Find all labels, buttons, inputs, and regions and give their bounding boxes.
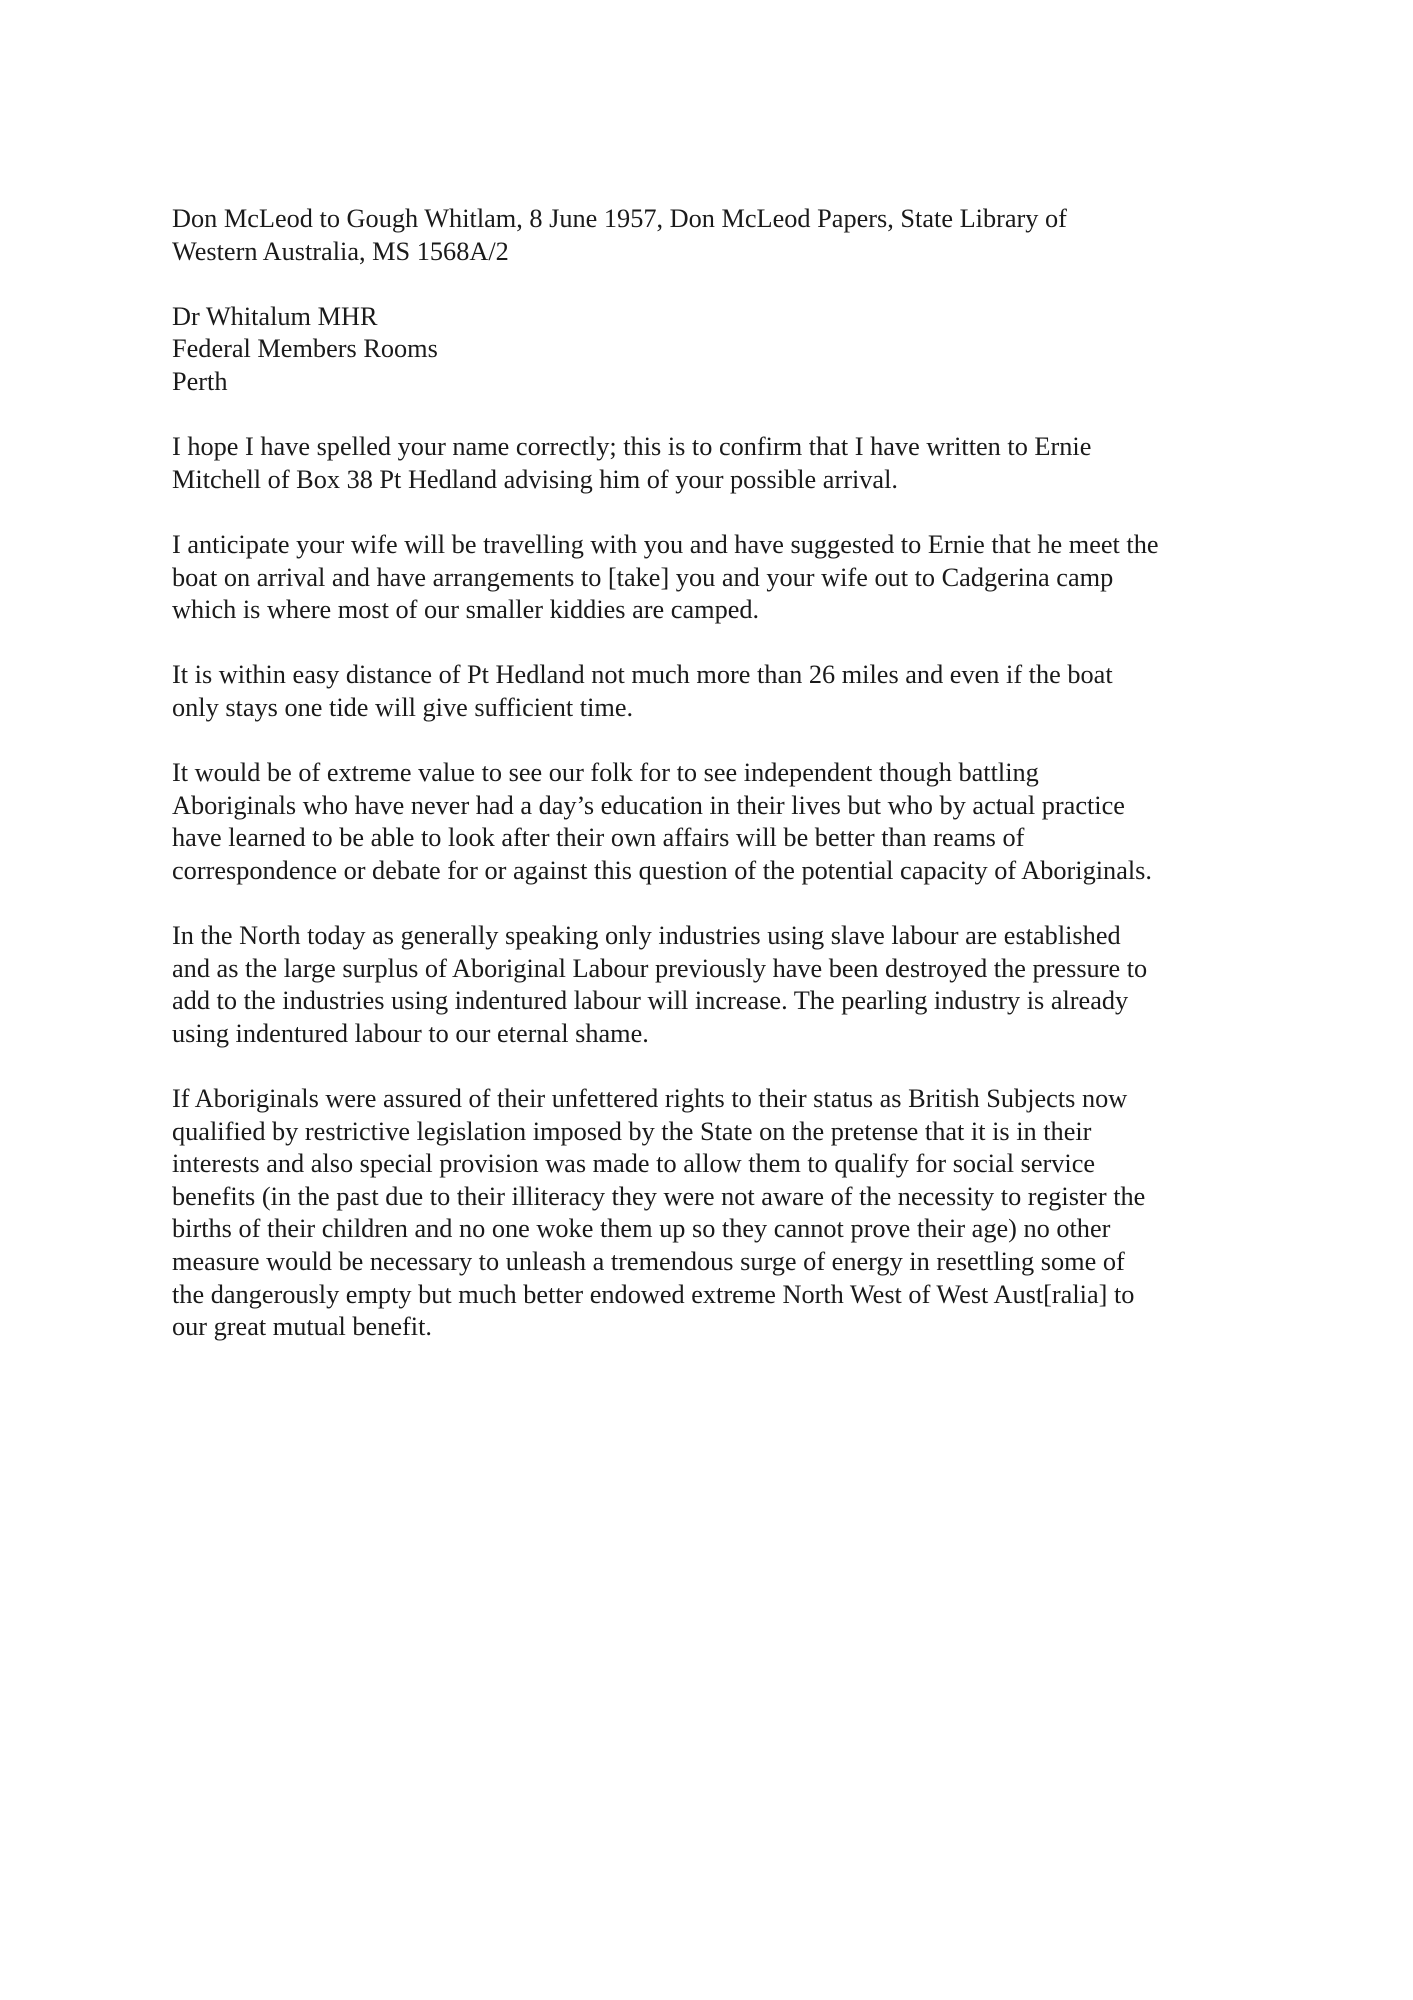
paragraph-line: benefits (in the past due to their illiteracy they were not aware of the necessity to register the	[172, 1181, 1146, 1211]
paragraph-line: qualified by restrictive legislation imposed by the State on the pretense that it is in their	[172, 1116, 1092, 1146]
citation-line: Western Australia, MS 1568A/2	[172, 236, 509, 266]
paragraph-line: which is where most of our smaller kiddies are camped.	[172, 595, 760, 625]
paragraph-north-labour	[172, 920, 1252, 1050]
paragraph-line: births of their children and no one woke them up so they cannot prove their age) no other	[172, 1214, 1111, 1244]
paragraph-line: our great mutual benefit.	[172, 1312, 432, 1342]
address-line: Dr Whitalum MHR	[172, 301, 378, 331]
address-line: Perth	[172, 366, 228, 396]
paragraph-line: and as the large surplus of Aboriginal Labour previously have been destroyed the pressure to	[172, 953, 1148, 983]
paragraph-line: Mitchell of Box 38 Pt Hedland advising him of your possible arrival.	[172, 464, 898, 494]
recipient-address	[172, 301, 1252, 399]
paragraph-line: If Aboriginals were assured of their unfettered rights to their status as British Subjects now	[172, 1084, 1128, 1114]
citation-line: Don McLeod to Gough Whitlam, 8 June 1957, Don McLeod Papers, State Library of	[172, 204, 1067, 233]
paragraph-line: I hope I have spelled your name correctly; this is to confirm that I have written to Ernie	[172, 432, 1092, 462]
paragraph-distance	[172, 659, 1252, 724]
paragraph-line: Aboriginals who have never had a day’s education in their lives but who by actual practice	[172, 790, 1125, 820]
paragraph-line: In the North today as generally speaking only industries using slave labour are established	[172, 921, 1121, 951]
paragraph-value	[172, 757, 1252, 887]
paragraph-line: It is within easy distance of Pt Hedland not much more than 26 miles and even if the boat	[172, 660, 1113, 690]
paragraph-line: boat on arrival and have arrangements to [take] you and your wife out to Cadgerina camp	[172, 562, 1114, 592]
letter-body	[172, 203, 1252, 1376]
paragraph-wife-travel	[172, 529, 1252, 627]
paragraph-line: only stays one tide will give sufficient time.	[172, 692, 634, 722]
citation	[172, 203, 1252, 268]
address-line: Federal Members Rooms	[172, 334, 438, 364]
paragraph-line: I anticipate your wife will be travelling with you and have suggested to Ernie that he meet the	[172, 529, 1159, 559]
paragraph-line: have learned to be able to look after their own affairs will be better than reams of	[172, 823, 1025, 853]
paragraph-line: the dangerously empty but much better endowed extreme North West of West Aust[ralia] to	[172, 1279, 1135, 1309]
paragraph-spelling	[172, 431, 1252, 496]
paragraph-line: It would be of extreme value to see our folk for to see independent though battling	[172, 758, 1039, 788]
paragraph-line: measure would be necessary to unleash a tremendous surge of energy in resettling some of	[172, 1247, 1125, 1276]
paragraph-line: correspondence or debate for or against this question of the potential capacity of Aboriginals.	[172, 855, 1152, 885]
paragraph-rights	[172, 1083, 1252, 1344]
paragraph-line: add to the industries using indentured labour will increase. The pearling industry is already	[172, 986, 1129, 1016]
paragraph-line: using indentured labour to our eternal shame.	[172, 1018, 649, 1048]
paragraph-line: interests and also special provision was made to allow them to qualify for social service	[172, 1149, 1096, 1179]
